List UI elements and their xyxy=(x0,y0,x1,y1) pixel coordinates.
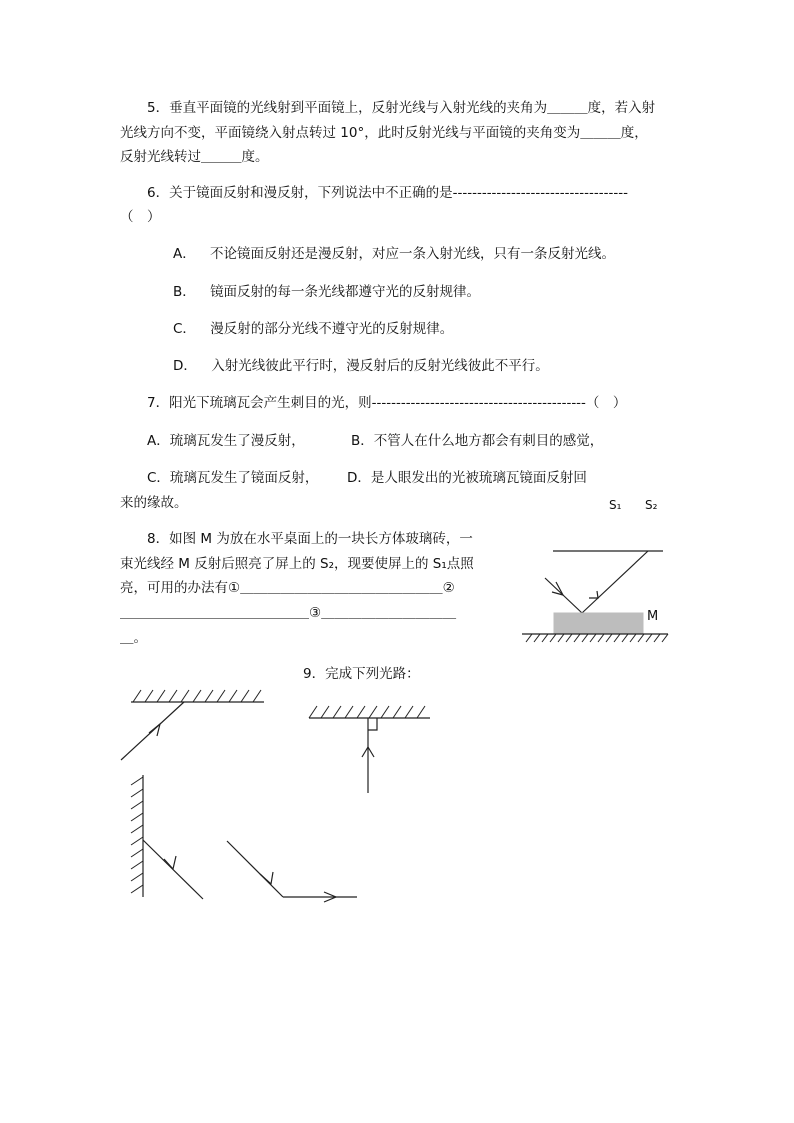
brick-m-label: M xyxy=(647,609,659,624)
q5-line-3: 反射光线转过＿＿＿度。 xyxy=(120,149,269,165)
fig1-mirror-hatching xyxy=(133,690,261,702)
q8-line-2: 束光线经 M 反射后照亮了屏上的 S₂，现要使屏上的 S₁点照 xyxy=(120,556,474,572)
q8-line-1: 8．如图 M 为放在水平桌面上的一块长方体玻璃砖，一 xyxy=(147,531,473,547)
q6-stem: 6．关于镜面反射和漫反射，下列说法中不正确的是------------------------------------ xyxy=(147,185,628,201)
q7-option-a: A．琉璃瓦发生了漫反射， xyxy=(147,433,305,449)
fig4-incident-ray xyxy=(227,841,283,897)
q8-line-3: 亮，可用的办法有①＿＿＿＿＿＿＿＿＿＿＿＿＿＿＿② xyxy=(120,580,455,596)
option-label: C． xyxy=(173,321,196,337)
fig2-right-angle-mark xyxy=(368,718,377,730)
option-label: A． xyxy=(173,246,196,262)
q6-answer-paren: （ ） xyxy=(120,209,161,225)
q8-line-5: ＿。 xyxy=(120,630,147,646)
fig3-mirror-hatching xyxy=(131,777,143,893)
option-text: 入射光线彼此平行时，漫反射后的反射光线彼此不平行。 xyxy=(211,358,549,374)
option-text: 镜面反射的每一条光线都遵守光的反射规律。 xyxy=(210,284,481,300)
q9-title: 9．完成下列光路： xyxy=(303,666,420,682)
q8-line-4: ＿＿＿＿＿＿＿＿＿＿＿＿＿＿③＿＿＿＿＿＿＿＿＿＿ xyxy=(120,605,457,621)
q5-line-1: 5．垂直平面镜的光线射到平面镜上，反射光线与入射光线的夹角为＿＿＿度，若入射 xyxy=(147,100,656,116)
s2-label: S₂ xyxy=(645,498,658,512)
q7-option-d-continued: 来的缘故。 xyxy=(120,495,188,511)
option-label: D． xyxy=(173,358,197,374)
q7-option-d: D．是人眼发出的光被琉璃瓦镜面反射回 xyxy=(347,470,587,486)
option-label: B． xyxy=(173,284,196,300)
q7-option-c: C．琉璃瓦发生了镜面反射， xyxy=(147,470,319,486)
option-text: 漫反射的部分光线不遵守光的反射规律。 xyxy=(210,321,454,337)
fig4-incident-arrow-icon xyxy=(260,872,273,884)
fig1-incident-ray xyxy=(121,702,184,760)
q7-option-b: B．不管人在什么地方都会有刺目的感觉， xyxy=(351,433,604,449)
fig1-arrow-icon xyxy=(149,724,160,736)
q5-line-2: 光线方向不变，平面镜绕入射点转过 10°，此时反射光线与平面镜的夹角变为＿＿＿度， xyxy=(120,125,648,141)
option-text: 不论镜面反射还是漫反射，对应一条入射光线，只有一条反射光线。 xyxy=(210,246,616,262)
fig2-mirror-hatching xyxy=(309,706,425,718)
q7-stem: 7．阳光下琉璃瓦会产生刺目的光，则--------------------------------------------（ ） xyxy=(147,395,627,411)
s1-label: S₁ xyxy=(609,498,622,512)
